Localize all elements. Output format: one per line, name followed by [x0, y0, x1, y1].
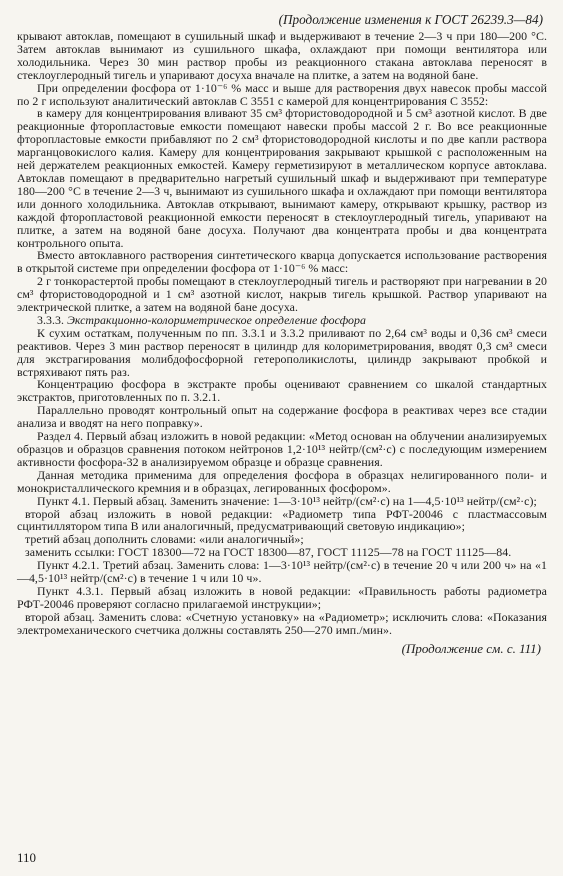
paragraph — [17, 559, 547, 585]
paragraph — [17, 469, 547, 495]
paragraph-text: 2 г тонкорастертой пробы помещают в стеклоуглеродный тигель и растворяют при нагревании в 20 см³ фтористоводородной и 1 см³ азотной кислот, накрыв тигель крышкой. Раствор упаривают на электрической плитке, а затем на водяной бане досуха. — [17, 274, 547, 315]
paragraph-text: Концентрацию фосфора в экстракте пробы оценивают сравнением со шкалой стандартных экстрактов, приготовленных по п. 3.2.1. — [17, 377, 547, 405]
paragraph-text: второй абзац. Заменить слова: «Счетную установку» на «Радиометр»; исключить слова: «Показания электромеханического счетчика должны составлять 250—270 имп./мин». — [17, 609, 547, 637]
paragraph — [17, 585, 547, 611]
paragraph-text: Данная методика применима для определения фосфора в образцах нелигированного поли- и монокристаллического кремния и в образцах, легированных фосфором». — [17, 467, 547, 495]
paragraph — [17, 508, 547, 534]
body-text — [17, 30, 547, 637]
page-header: (Продолжение изменения к ГОСТ 26239.3—84) — [278, 12, 543, 27]
paragraph-text: Пункт 4.1. Первый абзац. Заменить значение: 1—3·10¹³ нейтр/(см²·с) на 1—4,5·10¹³ нейтр/(см²·с); — [37, 493, 537, 508]
paragraph-text: крывают автоклав, помещают в сушильный шкаф и выдерживают в течение 2—3 ч при 180—200 °С. Затем автоклав вынимают из сушильного шкафа, охлаждают при помощи вентилятора или холодильника. Через 30 мин раствор пробы из реакционного стакана автоклава переносят в стеклоуглеродный тигель и упаривают досуха вначале на плитке, а затем на водяной бане. — [17, 29, 547, 82]
paragraph-text: К сухим остаткам, полученным по пп. 3.3.1 и 3.3.2 приливают по 2,64 см³ воды и 0,36 см³ смеси реактивов. Через 3 мин раствор переносят в цилиндр для колориметрирования, вводят 0,3 см³ смеси для экстрагирования молибдофосфорной гетерополикислоты, цилиндр закрывают пробкой и встряхивают пять раз. — [17, 325, 547, 379]
paragraph-text: При определении фосфора от 1·10⁻⁶ % масс и выше для растворения двух навесок пробы массой по 2 г используют аналитический автоклав С 3551 с камерой для концентрирования С 3552: — [17, 80, 547, 108]
paragraph-text: Раздел 4. Первый абзац изложить в новой редакции: «Метод основан на облучении анализируемых образцов и образцов сравнения потоком нейтронов 1,2·10¹³ нейтр/(см²·с) с последующим измерением активности фосфора-32 в анализируемом образце и образце сравнения. — [17, 429, 547, 469]
paragraph-text: Пункт 4.2.1. Третий абзац. Заменить слова: 1—3·10¹³ нейтр/(см²·с) в течение 20 ч или 200 ч» на «1—4,5·10¹³ нейтр/(см²·с) в течение 1 ч или 10 ч». — [17, 558, 547, 586]
paragraph — [17, 611, 547, 637]
paragraph — [17, 378, 547, 404]
paragraph-text: Пункт 4.3.1. Первый абзац изложить в новой редакции: «Правильность работы радиометра РФТ-20046 проверяют согласно прилагаемой инструкции»; — [17, 583, 547, 611]
paragraph — [17, 404, 547, 430]
paragraph — [17, 107, 547, 249]
paragraph — [17, 327, 547, 379]
continuation-note: (Продолжение см. с. 111) — [401, 640, 541, 656]
paragraph — [17, 249, 547, 275]
paragraph — [17, 82, 547, 108]
paragraph-text: Параллельно проводят контрольный опыт на содержание фосфора в реактивах через все стадии анализа и вводят на него поправку». — [17, 403, 547, 431]
paragraph — [17, 430, 547, 469]
section-heading-italic: Экстракционно-колориметрическое определение фосфора — [67, 312, 367, 327]
paragraph-text: в камеру для концентрирования вливают 35 см³ фтористоводородной и 5 см³ азотной кислот. В две реакционные фторопластовые емкости помещают навески пробы массой 2 г. Во все реакционные фторопластовые емкости прибавляют по 2 см³ фтористоводородной кислоты и по две капли раствора марганцовокислого калия. Камеру для концентрирования закрывают крышкой с расположенным на ней держателем реакционных емкостей. Камеру герметизируют в металлическом корпусе автоклава. Автоклав помещают в предварительно нагретый сушильный шкаф и выдерживают при температуре 180—200 °С в течение 2—3 ч, вынимают из сушильного шкафа и охлаждают при помощи вентилятора или донного холодильника. Автоклав открывают, вынимают камеру, открывают крышку, раствор из каждой фторопластовой реакционной емкости переносят в стеклоуглеродный тигель, упаривают на плитке, а затем на водяной бане досуха. Получают два концентрата пробы и два концентрата контрольного опыта. — [17, 106, 547, 250]
paragraph-text: заменить ссылки: ГОСТ 18300—72 на ГОСТ 18300—87, ГОСТ 11125—78 на ГОСТ 11125—84. — [25, 545, 512, 560]
paragraph-text: третий абзац дополнить словами: «или аналогичный»; — [25, 532, 304, 547]
page-number: 110 — [17, 850, 37, 865]
paragraph-text: второй абзац изложить в новой редакции: «Радиометр типа РФТ-20046 с пластмассовым сцинтиллятором типа В или аналогичный, предусматривающий световую индикацию»; — [17, 506, 547, 534]
paragraph-text: Вместо автоклавного растворения синтетического кварца допускается использование растворения в открытой системе при определении фосфора от 1·10⁻⁶ % масс: — [17, 248, 547, 276]
paragraph — [17, 275, 547, 314]
paragraph — [17, 30, 547, 82]
paragraph-text: 3.3.3. — [37, 312, 68, 327]
